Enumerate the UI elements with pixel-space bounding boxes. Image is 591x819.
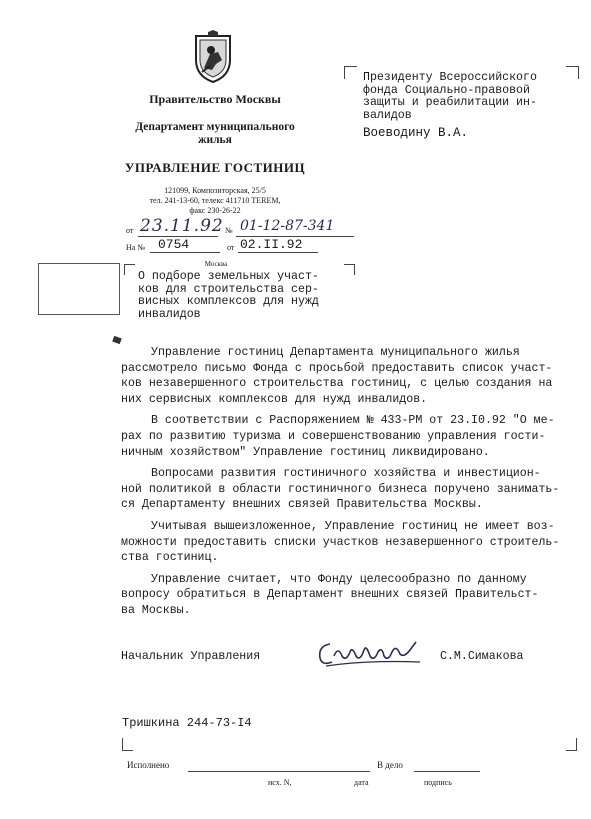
footer-bracket-left <box>122 738 133 751</box>
addressee-line-1: Президенту Всероссийского <box>363 71 537 84</box>
addressee-bracket-right <box>566 66 579 79</box>
ref-date: 02.II.92 <box>240 237 303 252</box>
ref-number: 0754 <box>158 237 190 252</box>
paragraph-4 <box>121 519 576 566</box>
paragraph-2 <box>121 413 576 460</box>
department-line-2: жилья <box>198 134 232 146</box>
subject-line-1: О подборе земельных участ- <box>138 270 319 283</box>
body-line: можности предоставить списки участков незавершенного строитель- <box>121 535 560 549</box>
address-line-3: факс 230-26-22 <box>189 206 241 215</box>
from-label: от <box>126 226 134 235</box>
body-line: рассмотрело письмо Фонда с просьбой предоставить список участ- <box>121 361 553 375</box>
subject-line-2: ков для строительства сер- <box>138 282 319 296</box>
body-line: ва Москвы. <box>121 603 191 617</box>
handwritten-signature <box>316 632 426 672</box>
addressee-name: Воеводину В.А. <box>363 126 469 140</box>
paragraph-3 <box>121 466 576 513</box>
number-handwritten: 01-12-87-341 <box>240 218 335 234</box>
department-name <box>110 121 320 147</box>
subject-bracket-right <box>344 264 355 275</box>
body-line: Управление гостиниц Департамента муниципального жилья <box>151 346 520 359</box>
signatory-name: С.М.Симакова <box>440 650 524 663</box>
subject-bracket-left <box>124 264 135 275</box>
letter-body <box>121 345 576 619</box>
to-file-field-line <box>414 771 480 772</box>
city-label: Москва <box>204 260 228 268</box>
ref-number-underline <box>150 252 220 253</box>
executor-line: Тришкина 244-73-I4 <box>122 716 252 730</box>
body-line: рах по развитию туризма и совершенствованию управления гости- <box>121 429 546 443</box>
scan-mark <box>112 336 122 344</box>
body-line: ничным хозяйством" Управление гостиниц ликвидировано. <box>121 445 490 459</box>
body-line: В соответствии с Распоряжением № 433-РМ от 23.I0.92 "О ме- <box>151 414 555 428</box>
body-line: Управление считает, что Фонду целесообразно по данному <box>151 572 527 586</box>
department-line-1: Департамент муниципального <box>135 121 295 133</box>
addressee-line-4: валидов <box>363 108 412 122</box>
ref-from-label: от <box>227 243 235 252</box>
body-line: них сервисных комплексов для нужд инвалидов. <box>121 392 428 406</box>
body-line: ков незавершенного строительства гостиниц, с целью создания на <box>121 377 553 391</box>
addressee-line-3: защиты и реабилитации ин- <box>363 96 537 109</box>
body-line: вопросу обратиться в Департамент внешних связей Правительст- <box>121 588 539 602</box>
date-caption: дата <box>354 778 369 787</box>
body-line: Учитывая вышеизложенное, Управление гостиниц не имеет воз- <box>151 519 555 533</box>
signatory-title: Начальник Управления <box>121 650 261 663</box>
government-name: Правительство Москвы <box>149 92 281 106</box>
stamp-box <box>38 263 120 315</box>
paragraph-1 <box>121 345 576 407</box>
address-line-2: тел. 241-13-60, телекс 411710 TEREM, <box>149 196 281 205</box>
body-line: ся Департаменту внешних связей Правительства Москвы. <box>121 498 483 512</box>
subject-line-4: инвалидов <box>138 307 201 321</box>
footer-bracket-right <box>566 738 577 751</box>
addressee-bracket-left <box>344 66 357 79</box>
date-handwritten: 23.11.92 <box>140 216 224 236</box>
executed-field-line <box>188 771 370 772</box>
number-label: № <box>225 226 233 235</box>
to-file-label: В дело <box>377 760 403 770</box>
ref-date-underline <box>238 252 318 253</box>
addressee-block <box>363 72 537 140</box>
out-number-label: исх. N, <box>268 778 292 787</box>
address-block <box>110 186 320 216</box>
paragraph-5 <box>121 572 576 619</box>
sign-caption: подпись <box>424 778 452 787</box>
subject-line-3: висных комплексов для нужд <box>138 295 319 308</box>
addressee-line-2: фонда Социально-правовой <box>363 83 530 97</box>
body-line: Вопросами развития гостиничного хозяйства и инвестицион- <box>151 467 541 481</box>
address-line-1: 121099, Композиторская, 25/5 <box>164 186 266 195</box>
ref-label: На № <box>126 243 145 252</box>
executed-label: Исполнено <box>127 760 170 770</box>
directorate-name: УПРАВЛЕНИЕ ГОСТИНИЦ <box>124 160 306 175</box>
coat-of-arms-emblem <box>190 30 236 84</box>
body-line: ной политикой в области гостиничного бизнеса поручено занимать- <box>121 482 560 496</box>
subject-block <box>138 271 319 321</box>
body-line: ства гостиниц. <box>121 551 219 565</box>
